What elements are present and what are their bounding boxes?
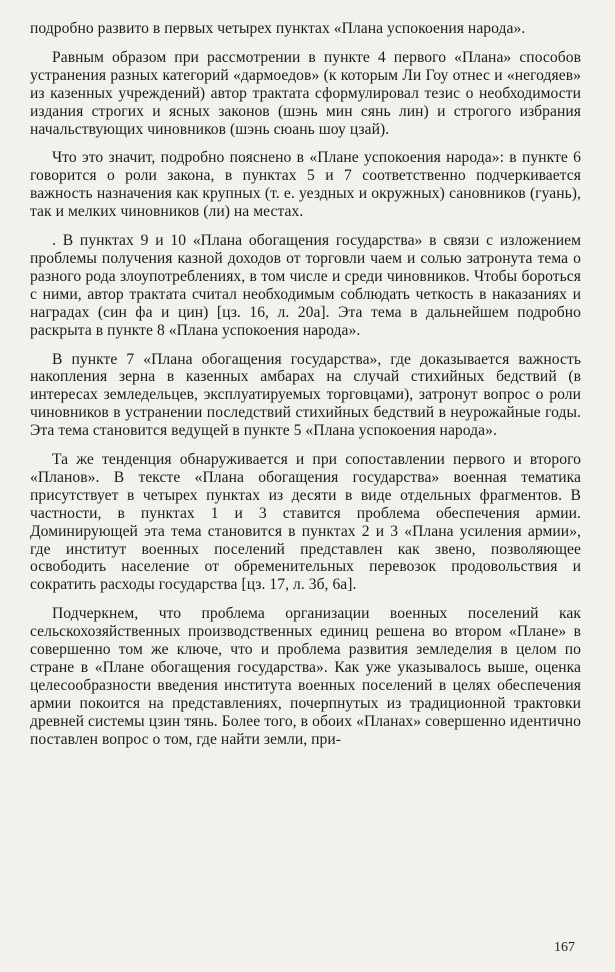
paragraph-7: Подчеркнем, что проблема организации военных поселений как сельскохозяйственных производственных единиц решена во втором «Плане» в совершенно том же ключе, что и проблема развития земледелия в целом по стране в «Плане обогащения государства». Как уже указывалось выше, оценка целесообразности введения института военных поселений в целях обеспечения армии покоится на представлениях, почерпнутых из традиционной трактовки древней системы цзин тянь. Более того, в обоих «Планах» совершенно идентично поставлен вопрос о том, где найти земли, при- xyxy=(30,605,581,748)
paragraph-5: В пункте 7 «Плана обогащения государства», где доказывается важность накопления зерна в казенных амбарах на случай стихийных бедствий (в интересах земледельцев, эксплуатируемых торговцами), затронут вопрос о роли чиновников в устранении последствий стихийных бедствий в неурожайные годы. Эта тема становится ведущей в пункте 5 «Плана успокоения народа». xyxy=(30,350,581,440)
book-page-text xyxy=(30,20,581,749)
paragraph-6: Та же тенденция обнаруживается и при сопоставлении первого и второго «Планов». В тексте «Плана обогащения государства» военная тематика присутствует в четырех пунктах из десяти в виде отдельных фрагментов. В частности, в пунктах 1 и 3 ставится проблема обеспечения армии. Доминирующей эта тема становится в пунктах 2 и 3 «Плана усиления армии», где институт военных поселений представлен как звено, позволяющее освободить население от обременительных перевозок продовольствия и сократить расходы государства [цз. 17, л. 3б, 6а]. xyxy=(30,451,581,594)
paragraph-3: Что это значит, подробно пояснено в «Плане успокоения народа»: в пункте 6 говорится о роли закона, в пунктах 5 и 7 соответственно подчеркивается важность назначения как крупных (т. е. уездных и окружных) сановников (гуань), так и мелких чиновников (ли) на местах. xyxy=(30,149,581,221)
paragraph-1: подробно развито в первых четырех пунктах «Плана успокоения народа». xyxy=(30,20,526,37)
page-number: 167 xyxy=(554,940,575,955)
paragraph-4: . В пунктах 9 и 10 «Плана обогащения государства» в связи с изложением проблемы получения казной доходов от торговли чаем и солью затронута тема о разного рода злоупотреблениях, в том числе и среди чиновников. Чтобы бороться с ними, автор трактата считал необходимым соблюдать четкость в наказаниях и наградах (син фа и цин) [цз. 16, л. 20а]. Эта тема в дальнейшем подробно раскрыта в пункте 8 «Плана успокоения народа». xyxy=(30,232,581,339)
paragraph-2: Равным образом при рассмотрении в пункте 4 первого «Плана» способов устранения разных категорий «дармоедов» (к которым Ли Гоу отнес и «негодяев» из казенных учреждений) автор трактата сформулировал тезис о необходимости издания строгих и ясных законов (шэнь мин сянь лин) и строгого избрания начальствующих чиновников (шэнь сюань шоу цзай). xyxy=(30,48,581,138)
